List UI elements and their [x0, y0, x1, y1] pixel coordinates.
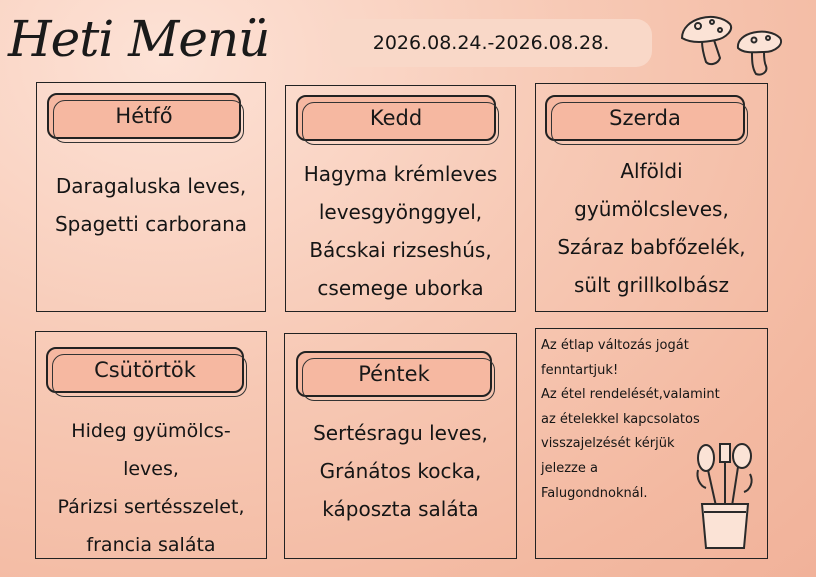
menu-line: Spagetti carborana: [54, 212, 248, 236]
menu-line: káposzta saláta: [322, 497, 479, 521]
menu-line: sült grillkolbász: [574, 273, 729, 297]
date-range-badge: 2026.08.24.-2026.08.28.: [330, 19, 652, 67]
day-card-friday: [284, 333, 517, 559]
day-label-monday: Hétfő: [47, 93, 241, 139]
menu-items-monday: [37, 167, 265, 243]
menu-line: csemege uborka: [317, 276, 484, 300]
menu-line: Bácskai rizseshús,: [309, 238, 492, 262]
menu-line: Hideg gyümölcs-: [71, 420, 231, 442]
note-line: Az étel rendelését,valamint: [541, 387, 720, 403]
mushrooms-icon: [676, 8, 788, 80]
day-label-friday: Péntek: [296, 351, 492, 397]
menu-line: Párizsi sertésszelet,: [57, 496, 245, 518]
day-label-wednesday: Szerda: [545, 95, 745, 141]
day-card-wednesday: [535, 83, 768, 312]
day-label-tuesday: Kedd: [296, 95, 496, 141]
menu-line: Hagyma krémleves: [303, 162, 498, 186]
menu-items-wednesday: [536, 152, 767, 304]
note-line: Az étlap változás jogát: [541, 338, 689, 353]
menu-items-tuesday: [286, 155, 515, 307]
day-card-tuesday: [285, 85, 516, 312]
page-title: Heti Menü: [8, 10, 270, 68]
menu-items-thursday: [36, 412, 266, 564]
menu-line: Daragaluska leves,: [55, 174, 247, 198]
note-line: az ételekkel kapcsolatos: [541, 411, 700, 427]
kitchen-utensils-icon: [690, 440, 760, 552]
day-card-thursday: [35, 331, 267, 559]
day-card-monday: [36, 82, 266, 312]
day-label-thursday: Csütörtök: [46, 347, 244, 393]
menu-line: gyümölcsleves,: [574, 197, 729, 221]
menu-items-friday: [285, 414, 516, 528]
note-line: fenntartjuk!: [541, 362, 619, 378]
menu-line: Gránátos kocka,: [319, 459, 482, 483]
menu-line: Száraz babfőzelék,: [557, 235, 746, 259]
note-line: jelezze a: [541, 460, 598, 476]
menu-line: Sertésragu leves,: [313, 421, 488, 445]
note-line: visszajelzését kérjük: [541, 436, 675, 452]
menu-line: leves,: [123, 458, 179, 480]
menu-line: Alföldi: [620, 159, 683, 183]
note-line: Falugondnoknál.: [541, 485, 648, 501]
menu-line: levesgyönggyel,: [318, 200, 483, 224]
menu-line: francia saláta: [86, 534, 216, 556]
